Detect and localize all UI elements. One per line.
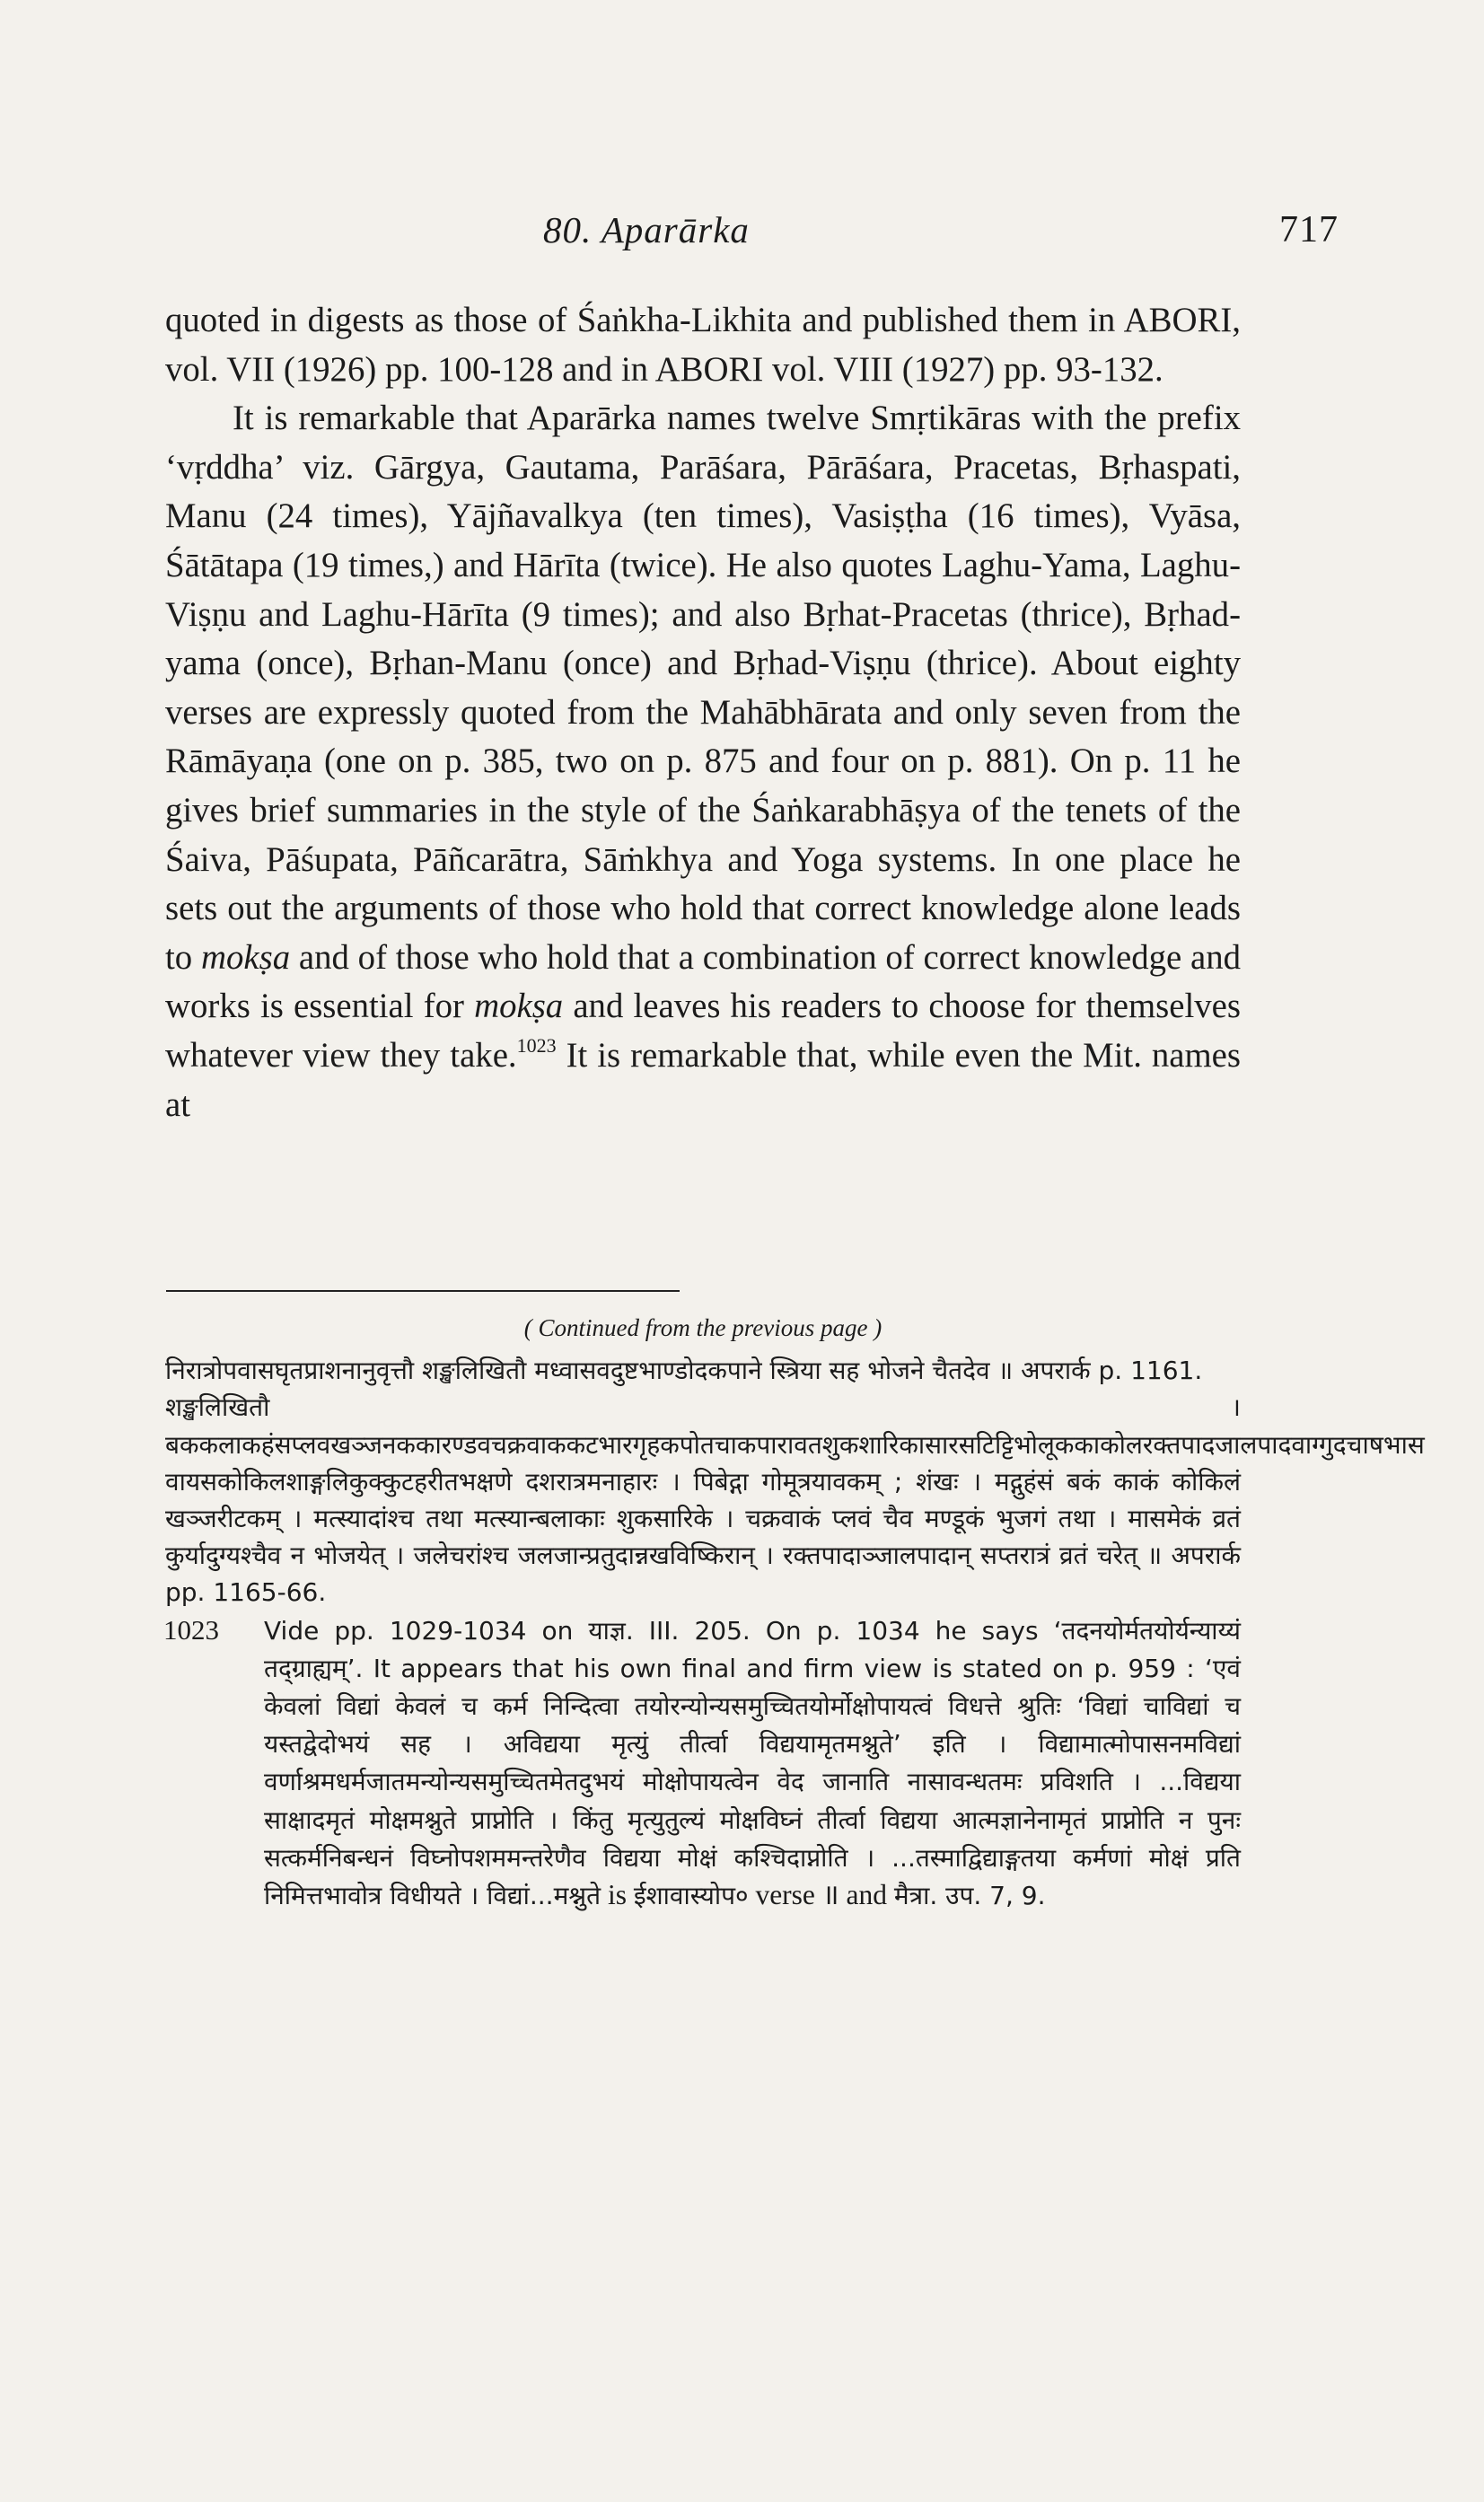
footnotes bbox=[163, 1310, 1425, 1914]
footnote-divider bbox=[166, 1290, 680, 1292]
footnote-number: 1023 bbox=[163, 1613, 219, 1646]
footnote-reference[interactable]: 1023 bbox=[516, 1033, 557, 1057]
continued-footnote-line-2: शङ्खलिखितौ । बककलाकहंसप्लवखञ्जनककारण्डवचक्रवाककटभारगृहकपोतचाकपारावतशुकशारिकासारसटिट्टिभोलूककाकोलरक्तपादजालपादवाग्गुदचाषभास वायसकोकिलशाङ्गलिकुक्कुटहरीतभक्षणे दशरात्रमनाहारः । पिबेद्गा गोमूत्रयावकम् ; शंखः । मद्गुहंसं बकं काकं कोकिलं खञ्जरीटकम् । मत्स्यादांश्च तथा मत्स्यान्बलाकाः शुकसारिके । चक्रवाकं प्लवं चैव मण्डूकं भुजगं तथा । मासमेकं व्रतं कुर्यादुग्यश्चैव न भोजयेत् । जलेचरांश्च जलजान्प्रतुदान्नखविष्किरान् । रक्तपादाञ्जालपादान् सप्तरात्रं व्रतं चरेत् ॥ अपरार्क pp. 1165-66. bbox=[165, 1392, 1425, 1608]
page-number: 717 bbox=[1279, 209, 1339, 250]
footnote-text: Vide pp. 1029-1034 on याज्ञ. III. 205. On p. 1034 he says ‘तदनयोर्मतयोर्यन्याय्यं तद्ग्राह्यम्’. It appears that his own final and firm view is stated on p. 959 : ‘एवं केवलां विद्यां केवलं च कर्म निन्दित्वा तयोरन्योन्यसमुच्चितयोर्मोक्षोपायत्वं विधत्ते श्रुतिः ‘विद्यां चाविद्यां च यस्तद्वेदोभयं सह । अविद्यया मृत्युं तीर्त्वा विद्ययामृतमश्नुते’ इति । विद्यामात्मोपासनमविद्यां वर्णाश्रमधर्मजातमन्योन्यसमुच्चितमेतदुभयं मोक्षोपायत्वेन वेद जानाति नासावन्धतमः प्रविशति । ...विद्यया साक्षादमृतं मोक्षमश्नुते प्राप्नोति । किंतु मृत्युतुल्यं मोक्षविघ्नं तीर्त्वा विद्यया आत्मज्ञानेनामृतं प्राप्नोति न पुनः सत्कर्मनिबन्धनं विघ्नोपशममन्तरेणैव विद्यया मोक्षं कश्चिदाप्नोति । ...तस्माद्विद्याङ्गतया कर्मणां मोक्षं प्रति निमित्तभावोत्र विधीयते । विद्यां...मश्नुते is ईशावास्योप० verse ॥ and मैत्रा. उप. 7, 9. bbox=[264, 1615, 1241, 1911]
main-text bbox=[165, 296, 1241, 1129]
term-moksa: mokṣa bbox=[200, 937, 291, 977]
paragraph-2: It is remarkable that Aparārka names twelve Smṛtikāras with the prefix ‘vṛddha’ viz. Gārgya, Gautama, Parāśara, Pārāśara, Pracetas, Bṛhaspati, Manu (24 times), Yājñavalkya (ten times), Vasiṣṭha (16 times), Vyāsa, Śātātapa (19 times,) and Hārīta (twice). He also quotes Laghu-Yama, Laghu-Viṣṇu and Laghu-Hārīta (9 times); and also Bṛhat-Pracetas (thrice), Bṛhad-yama (once), Bṛhan-Manu (once) and Bṛhad-Viṣṇu (thrice). About eighty verses are expressly quoted from the Mahābhārata and only seven from the Rāmāyaṇa (one on p. 385, two on p. 875 and four on p. 881). On p. 11 he gives brief summaries in the style of the Śaṅkarabhāṣya of the tenets of the Śaiva, Pāśupata, Pāñcarātra, Sāṁkhya and Yoga systems. In one place he sets out the arguments of those who hold that correct knowledge alone leads to mokṣa and of those who hold that a combination of correct knowledge and works is essential for mokṣa and leaves his readers to choose for themselves whatever view they take.$^{1023}$ It is remarkable that, while even the Mit. names at bbox=[165, 399, 1241, 1124]
continued-note: ( Continued from the previous page ) bbox=[523, 1314, 882, 1341]
running-header bbox=[166, 208, 1339, 262]
footnote-1023 bbox=[165, 1611, 1241, 1915]
chapter-title: 80. Aparārka bbox=[543, 209, 750, 250]
paragraph-1: quoted in digests as those of Śaṅkha-Likhita and published them in ABORI, vol. VII (1926) pp. 100-128 and in ABORI vol. VIII (1927) pp. 93-132. bbox=[165, 301, 1241, 389]
term-moksa: mokṣa bbox=[474, 987, 564, 1026]
continued-footnote-line-1: निरात्रोपवासघृतप्राशनानुवृत्तौ शङ्खलिखितौ मध्वासवदुष्टभाण्डोदकपाने स्त्रिया सह भोजने चैतदेव ॥ अपरार्क p. 1161. bbox=[165, 1356, 1203, 1386]
